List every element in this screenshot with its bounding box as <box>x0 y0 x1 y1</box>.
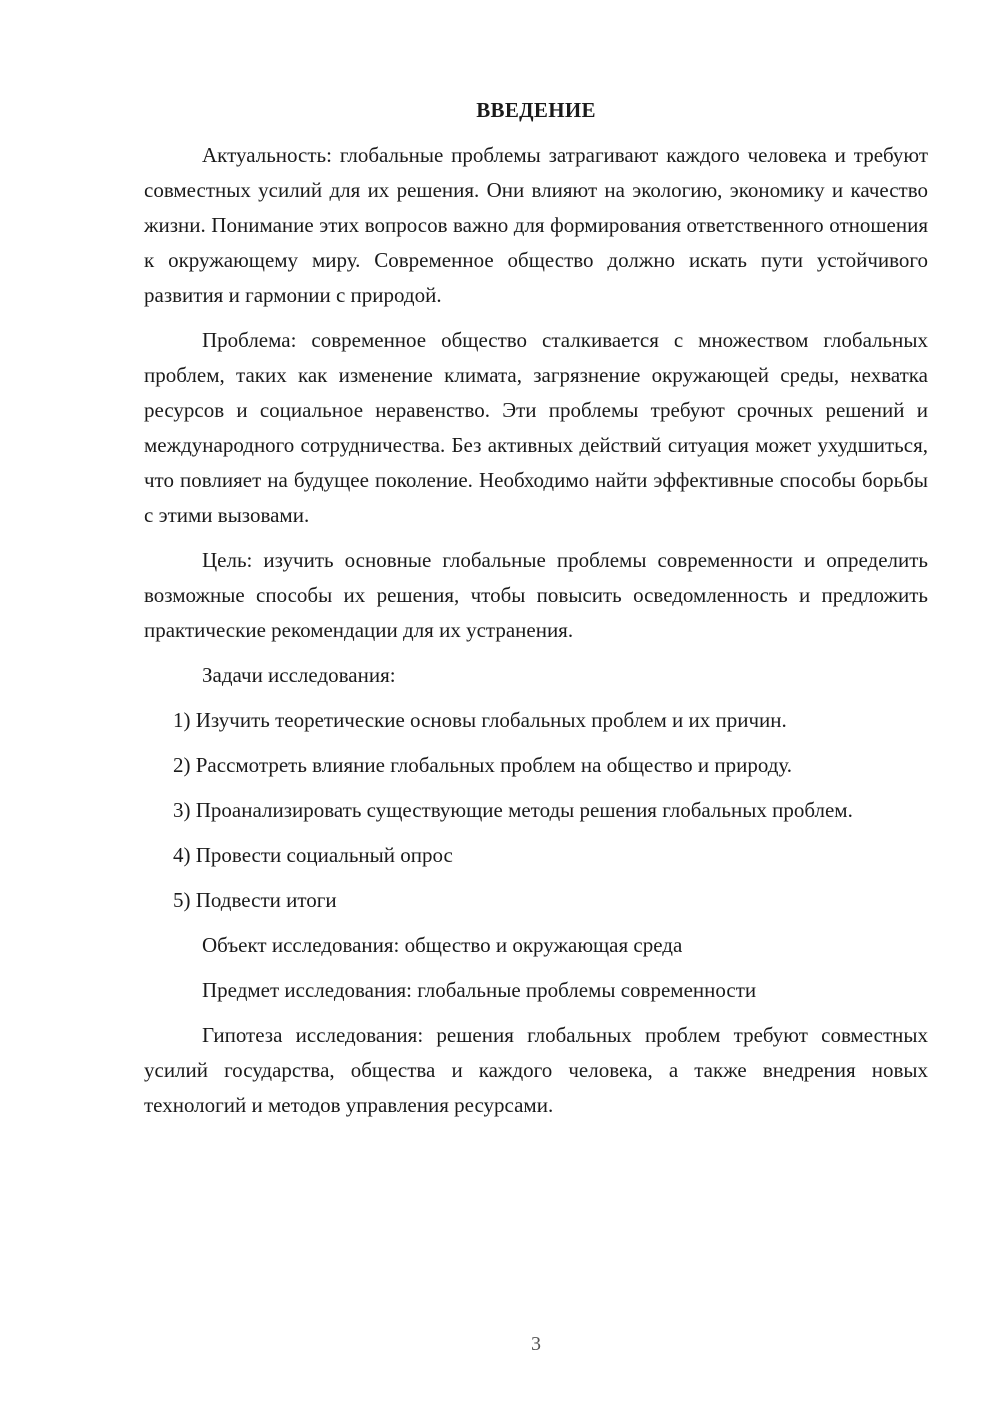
task-item-4: 4) Провести социальный опрос <box>173 843 453 867</box>
task-item-2: 2) Рассмотреть влияние глобальных проблем на общество и природу. <box>173 753 793 777</box>
problem-paragraph: Проблема: современное общество сталкивается с множеством глобальных проблем, таких как изменение климата, загрязнение окружающей среды, нехватка ресурсов и социальное неравенство. Эти проблемы требуют срочных решений и международного сотрудничества. Без активных действий ситуация может ухудшиться, что повлияет на будущее поколение. Необходимо найти эффективные способы борьбы с этими вызовами. <box>144 328 928 527</box>
research-hypothesis: Гипотеза исследования: решения глобальных проблем требуют совместных усилий государства, общества и каждого человека, а также внедрения новых технологий и методов управления ресурсами. <box>144 1023 928 1117</box>
task-item-3: 3) Проанализировать существующие методы решения глобальных проблем. <box>173 798 853 822</box>
task-item-5: 5) Подвести итоги <box>173 888 337 912</box>
research-subject: Предмет исследования: глобальные проблемы современности <box>202 978 757 1002</box>
research-object: Объект исследования: общество и окружающая среда <box>202 933 683 957</box>
tasks-heading: Задачи исследования: <box>202 663 396 687</box>
relevance-paragraph: Актуальность: глобальные проблемы затрагивают каждого человека и требуют совместных усилий для их решения. Они влияют на экологию, экономику и качество жизни. Понимание этих вопросов важно для формирования ответственного отношения к окружающему миру. Современное общество должно искать пути устойчивого развития и гармонии с природой. <box>144 143 928 307</box>
task-item-1: 1) Изучить теоретические основы глобальных проблем и их причин. <box>173 708 787 732</box>
goal-paragraph: Цель: изучить основные глобальные проблемы современности и определить возможные способы их решения, чтобы повысить осведомленность и предложить практические рекомендации для их устранения. <box>144 548 928 642</box>
page-number: 3 <box>531 1333 541 1355</box>
section-heading: ВВЕДЕНИЕ <box>476 98 596 122</box>
page-content <box>144 96 928 1133</box>
